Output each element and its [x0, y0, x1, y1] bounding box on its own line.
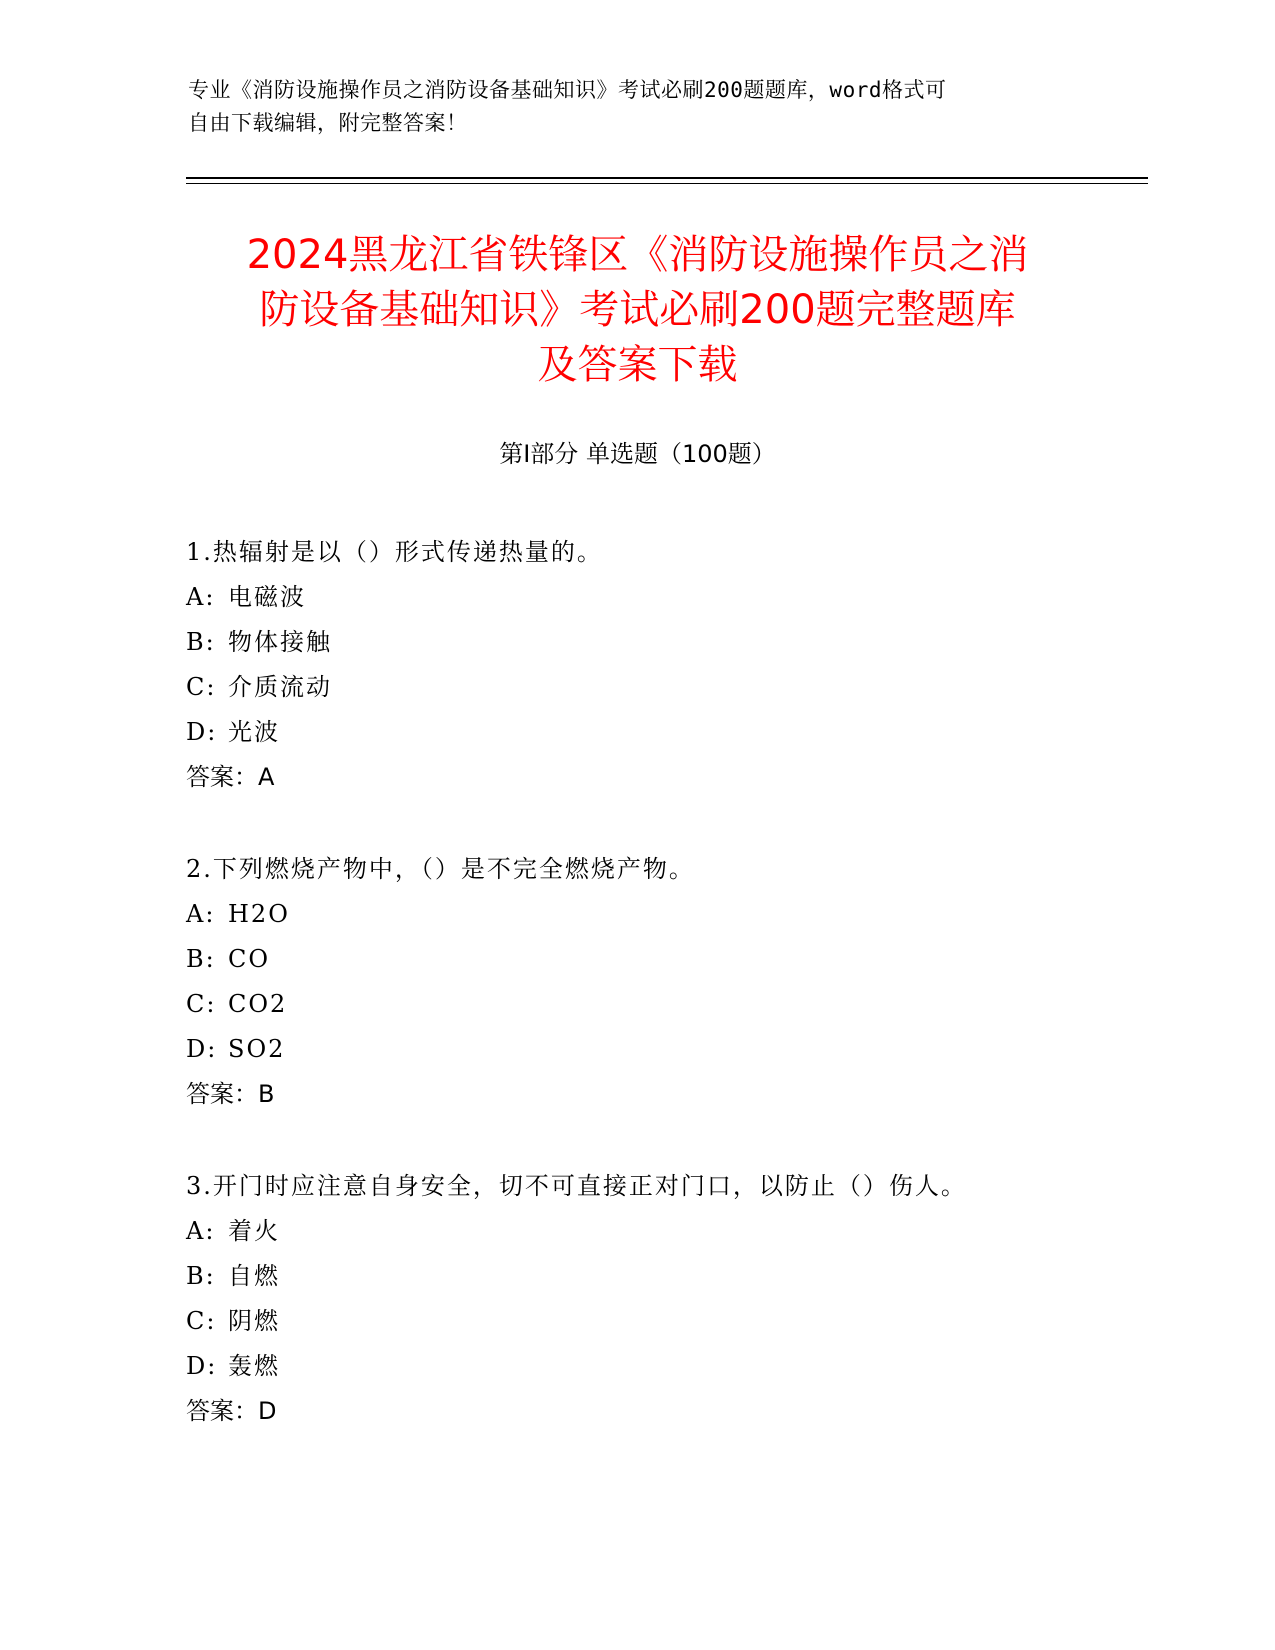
option-letter: C: — [186, 1307, 217, 1335]
option-letter: A: — [186, 1217, 216, 1245]
option-text: SO2 — [228, 1035, 286, 1063]
option-b — [186, 937, 1146, 982]
option-text: CO2 — [228, 990, 288, 1018]
option-b — [186, 1254, 1146, 1299]
option-letter: D: — [186, 1035, 218, 1063]
document-title — [160, 228, 1115, 393]
option-letter: B: — [186, 628, 216, 656]
option-c — [186, 665, 1146, 710]
option-text: 电磁波 — [228, 583, 306, 611]
title-line-3: 及答案下载 — [537, 342, 738, 388]
intro-line-1: 专业《消防设施操作员之消防设备基础知识》考试必刷200题题库，word格式可 — [188, 78, 947, 102]
title-line-2: 防设备基础知识》考试必刷200题完整题库 — [259, 287, 1016, 333]
question-3 — [186, 1164, 1146, 1434]
option-text: 物体接触 — [228, 628, 332, 656]
option-text: 光波 — [228, 718, 280, 746]
answer-text: 答案：D — [186, 1397, 277, 1425]
option-d — [186, 710, 1146, 755]
title-line-1: 2024黑龙江省铁锋区《消防设施操作员之消 — [246, 232, 1029, 278]
option-letter: B: — [186, 945, 216, 973]
intro-text — [188, 74, 1088, 140]
option-text: CO — [228, 945, 271, 973]
question-stem: 2.下列燃烧产物中，（）是不完全燃烧产物。 — [186, 855, 695, 883]
option-d — [186, 1027, 1146, 1072]
option-b — [186, 620, 1146, 665]
option-text: 自燃 — [228, 1262, 280, 1290]
option-c — [186, 982, 1146, 1027]
answer-text: 答案：A — [186, 763, 275, 791]
option-a — [186, 1209, 1146, 1254]
option-a — [186, 892, 1146, 937]
option-text: 阴燃 — [228, 1307, 280, 1335]
intro-line-2: 自由下载编辑，附完整答案！ — [188, 111, 468, 135]
section-heading: 第Ⅰ部分 单选题（100题） — [499, 440, 776, 468]
option-text: 介质流动 — [228, 673, 332, 701]
option-text: H2O — [228, 900, 290, 928]
option-a — [186, 575, 1146, 620]
option-d — [186, 1344, 1146, 1389]
option-letter: B: — [186, 1262, 216, 1290]
question-stem: 1.热辐射是以（）形式传递热量的。 — [186, 538, 603, 566]
option-letter: D: — [186, 1352, 218, 1380]
option-letter: C: — [186, 990, 217, 1018]
option-text: 轰燃 — [228, 1352, 280, 1380]
option-letter: A: — [186, 583, 216, 611]
option-text: 着火 — [228, 1217, 280, 1245]
header-divider-thick — [186, 177, 1148, 179]
question-2 — [186, 847, 1146, 1117]
option-letter: D: — [186, 718, 218, 746]
header-divider-thin — [186, 183, 1148, 184]
option-c — [186, 1299, 1146, 1344]
answer-text: 答案：B — [186, 1080, 275, 1108]
question-stem: 3.开门时应注意自身安全，切不可直接正对门口，以防止（）伤人。 — [186, 1172, 967, 1200]
question-1 — [186, 530, 1146, 800]
option-letter: C: — [186, 673, 217, 701]
option-letter: A: — [186, 900, 216, 928]
